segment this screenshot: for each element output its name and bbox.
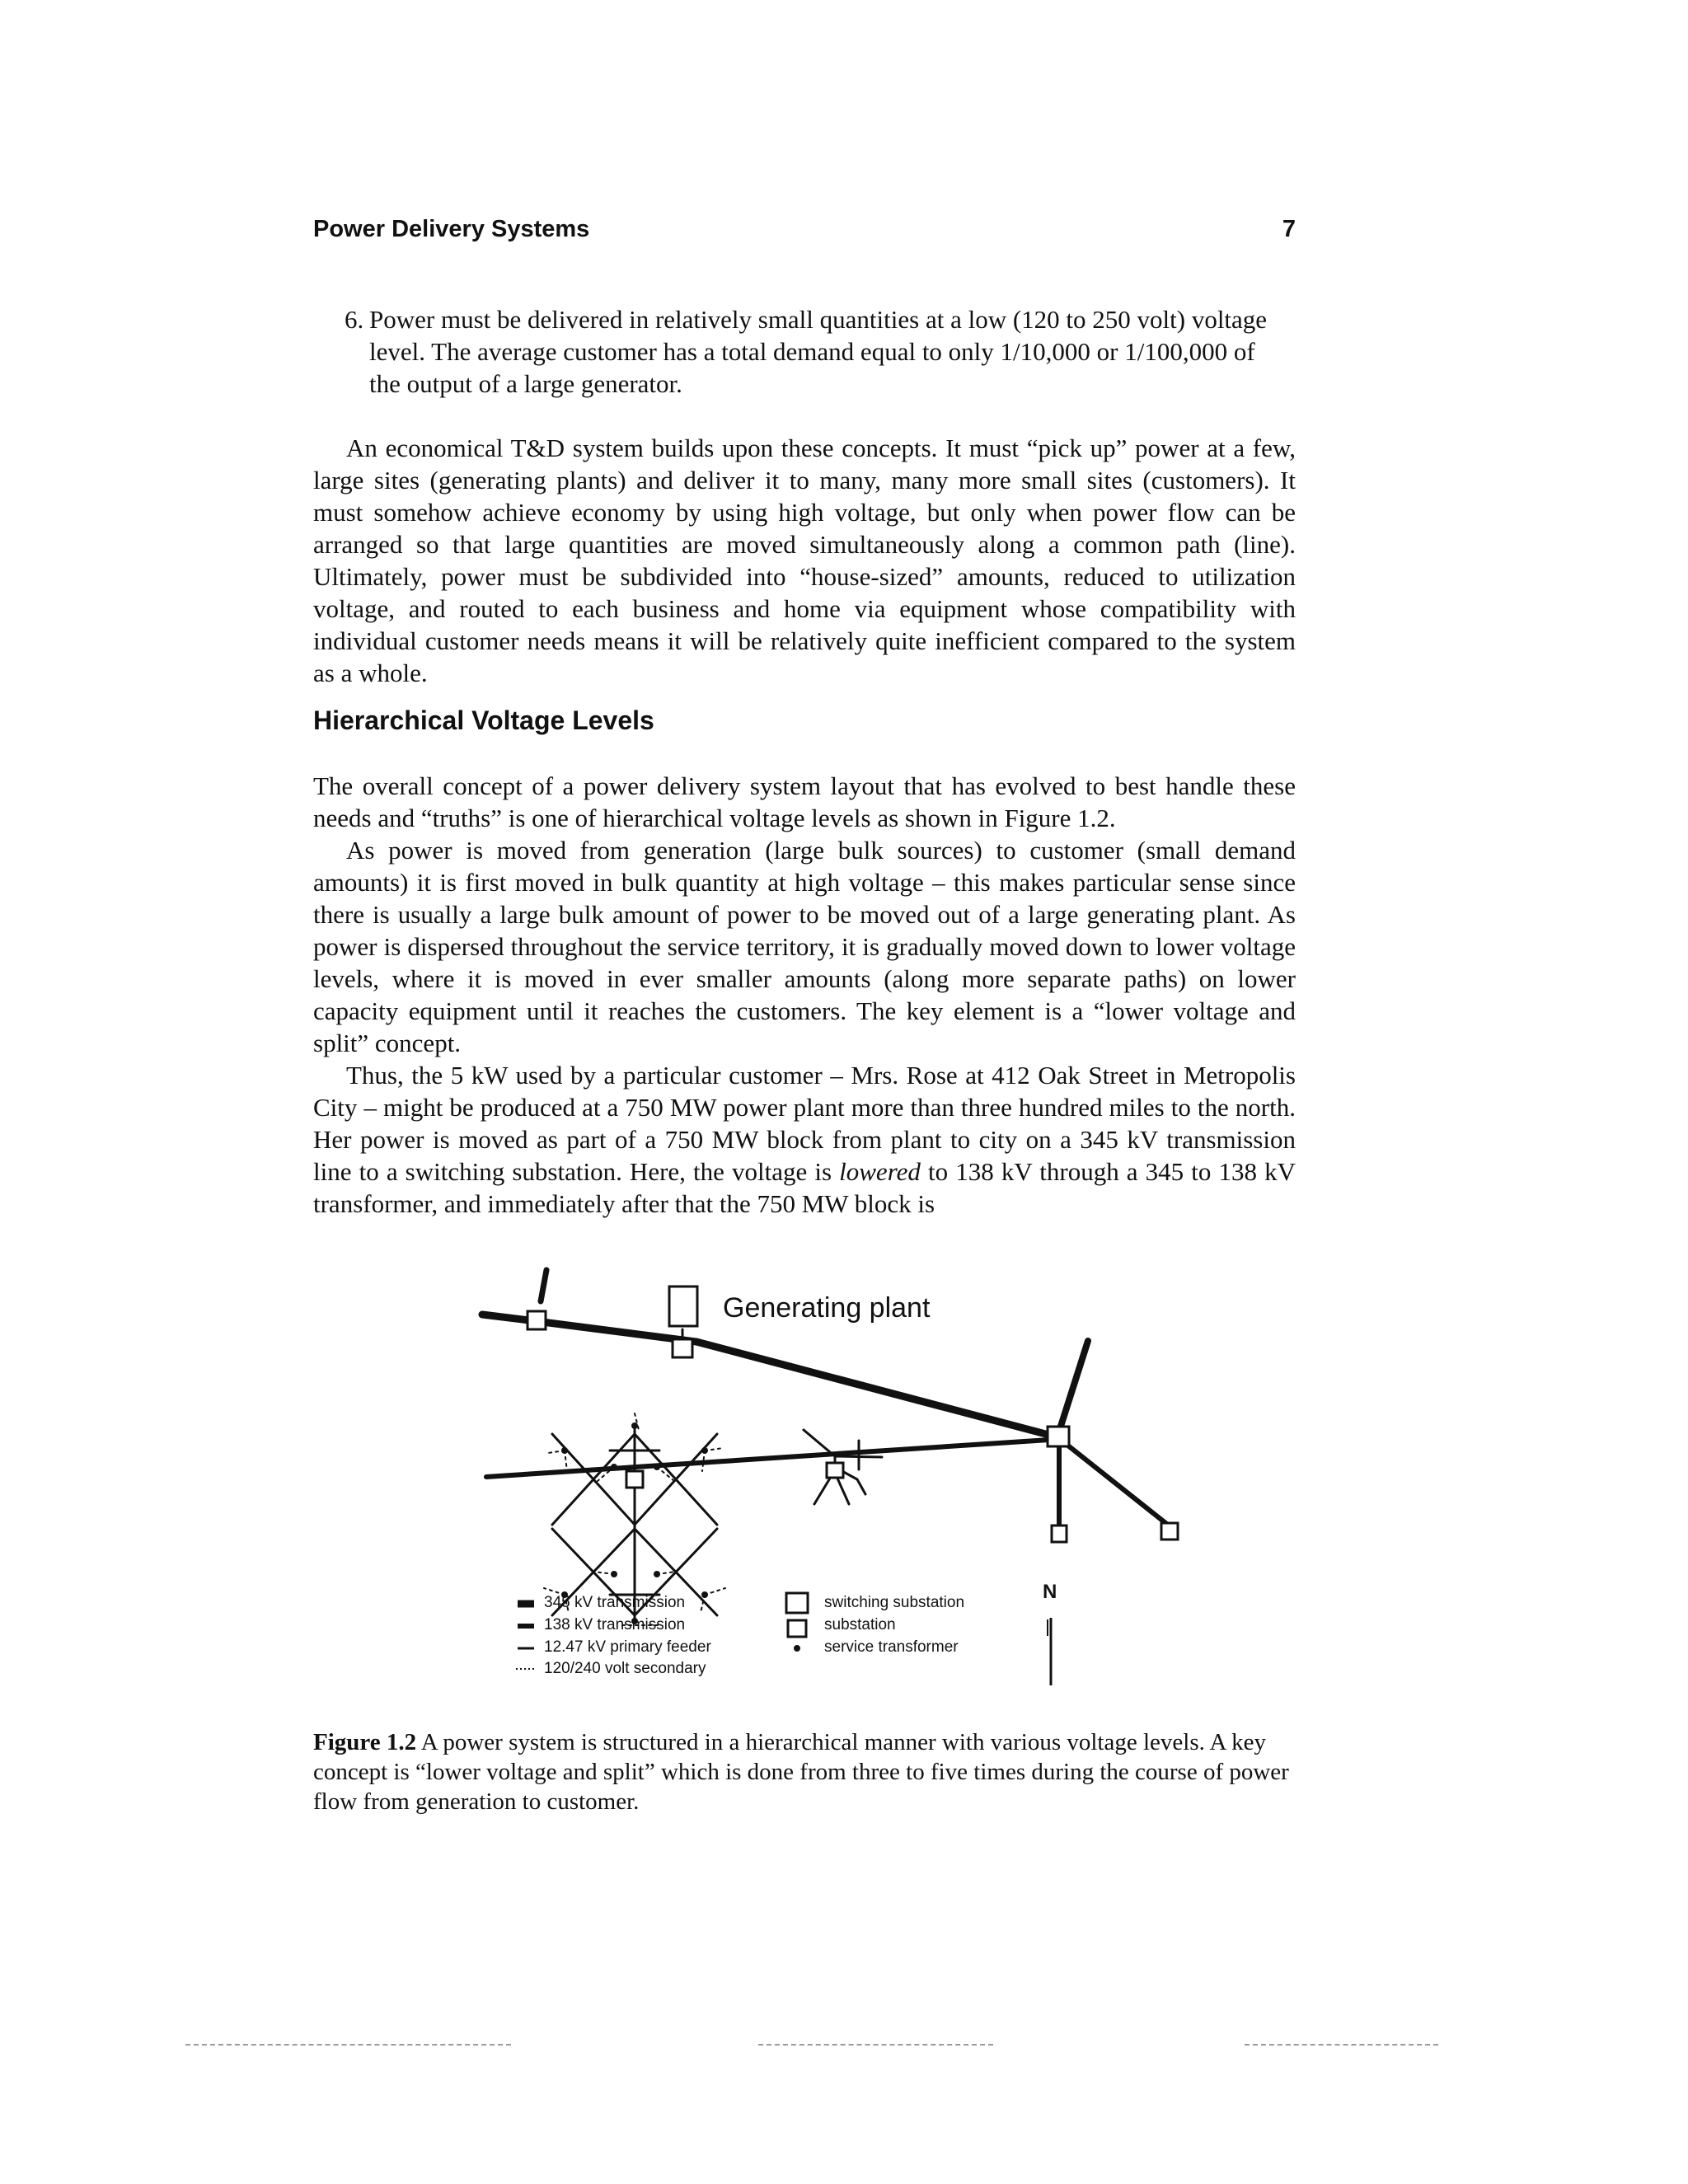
substation-southeast (1161, 1523, 1178, 1540)
generating-plant-label: Generating plant (723, 1292, 931, 1324)
body-paragraph-3: As power is moved from generation (large bulk sources) to customer (small demand amounts) it is first moved in bulk quantity at high voltage – this makes particular sense since there is usually a large bulk amount of power to be moved out of a large generating plant. As power is dispersed throughout the service territory, it is gradually moved down to lower voltage levels, where it is moved in ever smaller amounts (along more separate paths) on lower capacity equipment until it reaches the customers. The key element is a “lower voltage and split” concept. (313, 836, 1296, 1057)
body-paragraph-1: An economical T&D system builds upon these concepts. It must “pick up” power at a few, large sites (generating plants) and deliver it to many, many more small sites (customers). It must somehow achieve economy by using high voltage, but only when power flow can be arranged so that large quantities are moved simultaneously along a common path (line). Ultimately, power must be subdivided into “house-sized” amounts, reduced to utilization voltage, and routed to each business and home via equipment whose compatibility with individual customer needs means it will be relatively quite inefficient compared to the system as a whole. (313, 434, 1296, 687)
generating-plant-symbol (669, 1286, 697, 1326)
switching-substation-main (1048, 1427, 1069, 1446)
list-item-text: Power must be delivered in relatively small quantities at a low (120 to 250 volt) voltage level. The average customer has a total demand equal to only 1/10,000 or 1/100,000 of the output of a large generator. (369, 305, 1268, 398)
transmission-345kv-line-north (1057, 1341, 1088, 1436)
figure-power-system-diagram (462, 1265, 1253, 1698)
substation-west (626, 1471, 643, 1488)
paragraph-4-text-start: Thus, the 5 kW used by a particular customer – Mrs. Rose at 412 Oak Street in Metropolis City – might be produced at a 750 MW power plant more than three hundred miles to the north. Her power is moved as part of a 750 MW block from plant to city on a 345 kV transmission line to a switching substation. Here, the voltage is (313, 1061, 1296, 1186)
transmission-345kv-line-west-tick (541, 1270, 546, 1301)
transmission-345kv-line (482, 1315, 1055, 1436)
figure-caption-text: A power system is structured in a hierarchical manner with various voltage levels. A key concept is “lower voltage and split” which is done from three to five times during the course of power flow from generation to customer. (313, 1729, 1289, 1815)
legend-345kv-label: 345 kV transmission (544, 1594, 686, 1611)
section-heading: Hierarchical Voltage Levels (313, 705, 654, 735)
substation-south (1052, 1526, 1067, 1542)
legend-switching-substation-label: switching substation (824, 1594, 965, 1611)
primary-feeders-west (552, 1430, 717, 1619)
switching-substation-west (528, 1311, 546, 1329)
list-item-number: 6. (345, 305, 364, 334)
scan-artifact-rule-center (758, 2044, 993, 2046)
legend-secondary-label: 120/240 volt secondary (544, 1660, 706, 1677)
figure-caption (313, 1727, 1296, 1816)
legend-138kv-label: 138 kV transmission (544, 1616, 686, 1633)
legend-transformer-dot (794, 1645, 800, 1652)
running-header (313, 216, 1296, 243)
legend-primary-feeder-label: 12.47 kV primary feeder (544, 1638, 711, 1656)
scan-artifact-rule-right (1245, 2044, 1438, 2046)
plant-switching-substation (673, 1339, 692, 1357)
substations (626, 1463, 1178, 1542)
paragraph-4-text-end: to 138 kV through a 345 to 138 kV transformer, and immediately after that the 750 MW block is (313, 1157, 1296, 1218)
legend-substation-label: substation (824, 1616, 896, 1633)
substation-east (827, 1463, 843, 1478)
scan-artifact-rule-left (185, 2044, 511, 2046)
body-paragraph-2: The overall concept of a power delivery system layout that has evolved to best handle these needs and “truths” is one of hierarchical voltage levels as shown in Figure 1.2. (313, 771, 1296, 832)
running-header-title: Power Delivery Systems (313, 216, 590, 242)
paragraph-4-emphasis: lowered (839, 1157, 921, 1186)
north-label: N (1043, 1581, 1057, 1603)
legend-service-transformer-label: service transformer (824, 1638, 959, 1656)
numbered-list-item (345, 303, 1292, 400)
legend-symbols (786, 1593, 808, 1637)
legend-line-samples (516, 1604, 536, 1669)
page-number: 7 (1282, 216, 1296, 242)
north-arrow-icon (1048, 1618, 1051, 1685)
transmission-138kv-line-southeast (1061, 1440, 1169, 1526)
body-paragraph-4 (313, 1059, 1296, 1220)
figure-caption-label: Figure 1.2 (313, 1729, 417, 1755)
